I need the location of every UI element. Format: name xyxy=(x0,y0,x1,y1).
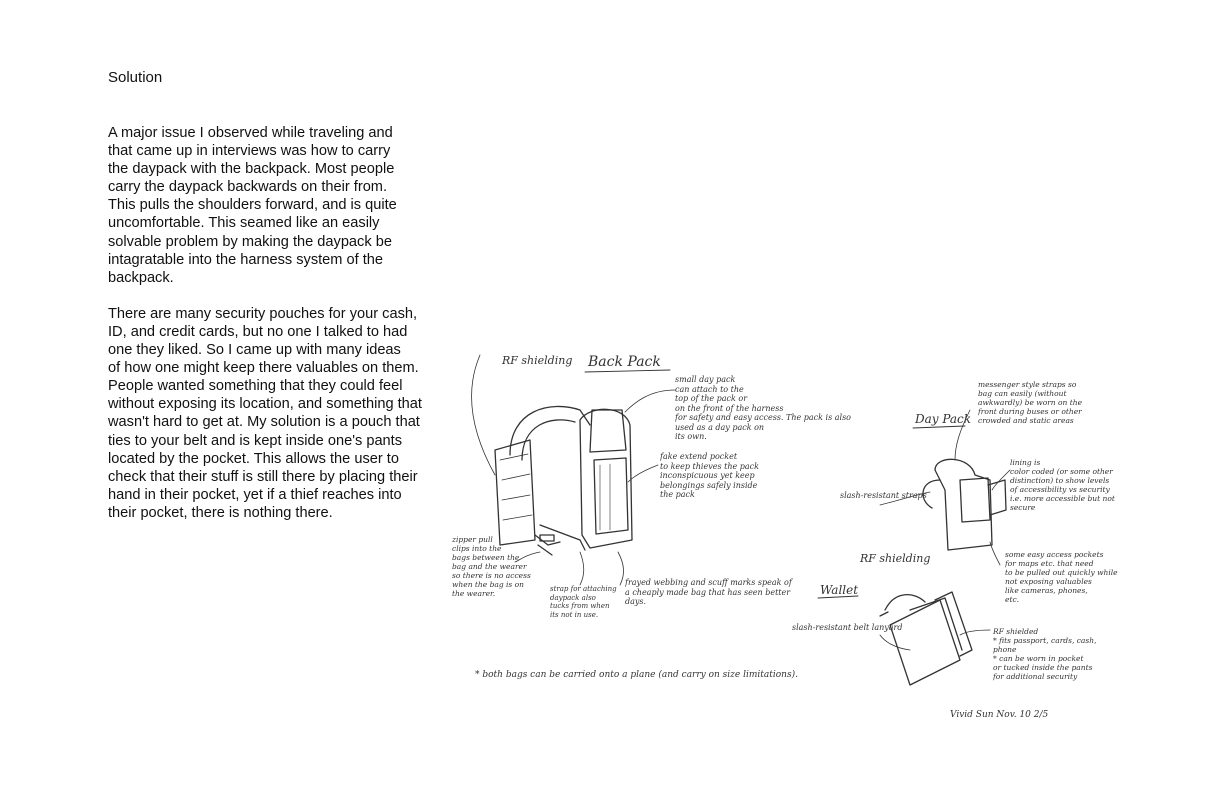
label-strap-attach: strap for attaching daypack also tucks from when its not in use. xyxy=(550,585,617,619)
label-daypack-title: Day Pack xyxy=(915,412,972,426)
label-rf-shielding-mid: RF shielding xyxy=(860,552,931,565)
label-slash-straps: slash-resistant straps xyxy=(840,491,927,500)
paragraph-daypack-issue: A major issue I observed while traveling and that came up in interviews was how to carry the daypack with the backpack. Most people carry the daypack backwards on their from. This pulls the shoulders forward, and is quite uncomfortable. This seamed like an easily solvable problem by making the daypack be intagratable into the harness system of the backpack. xyxy=(108,125,397,286)
label-frayed-webbing: frayed webbing and scuff marks speak of a cheaply made bag that has seen better days. xyxy=(625,578,792,606)
label-both-bags: * both bags can be carried onto a plane (and carry on size limitations). xyxy=(475,670,798,680)
label-small-day-pack: small day pack can attach to the top of the pack or on the front of the harness for safety and easy access. The pack is also used as a day pack on its own. xyxy=(675,375,851,441)
label-lining: lining is color coded (or some other distinction) to show levels of accessibility vs security i.e. more accessible but not secure xyxy=(1010,458,1115,512)
label-messenger-strap: messenger style straps so bag can easily (without awkwardly) be worn on the front during buses or other crowded and static areas xyxy=(978,380,1083,425)
label-easy-access-pockets: some easy access pockets for maps etc. that need to be pulled out quickly while not exposing valuables like cameras, phones, etc. xyxy=(1005,550,1118,604)
wallet-drawing xyxy=(880,592,972,685)
paragraph-security-pouch: There are many security pouches for your cash, ID, and credit cards, but no one I talked to had one they liked. So I came up with many ideas of how one might keep there valuables on them. People wanted something that they could feel without exposing its location, and something that wasn't hard to get at. My solution is a pouch that ties to your belt and is kept inside one's pants located by the pocket. This allows the user to check that their stuff is still there by placing their hand in their pocket, yet if a thief reaches into their pocket, there is nothing there. xyxy=(108,305,422,521)
sketch-svg xyxy=(440,330,1130,730)
label-slash-lanyard: slash-resistant belt lanyard xyxy=(792,623,903,632)
label-fake-pocket: fake extend pocket to keep thieves the pack inconspicuous yet keep belongings safely inside the pack xyxy=(660,452,759,499)
backpack-drawing xyxy=(495,406,632,555)
label-backpack-title: Back Pack xyxy=(588,354,661,370)
sketch-illustration xyxy=(440,330,1130,730)
body-text xyxy=(108,124,444,540)
label-wallet-title: Wallet xyxy=(820,583,859,597)
page-heading: Solution xyxy=(108,69,163,86)
label-signature: Vivid Sun Nov. 10 2/5 xyxy=(950,710,1049,720)
label-rf-shielded: RF shielded * fits passport, cards, cash, phone * can be worn in pocket or tucked inside the pants for additional security xyxy=(993,627,1097,681)
label-rf-shielding-top: RF shielding xyxy=(502,354,573,367)
label-zipper-pull: zipper pull clips into the bags between the bag and the wearer so there is no access when the bag is on the wearer. xyxy=(452,535,531,598)
daypack-drawing xyxy=(923,459,1006,550)
